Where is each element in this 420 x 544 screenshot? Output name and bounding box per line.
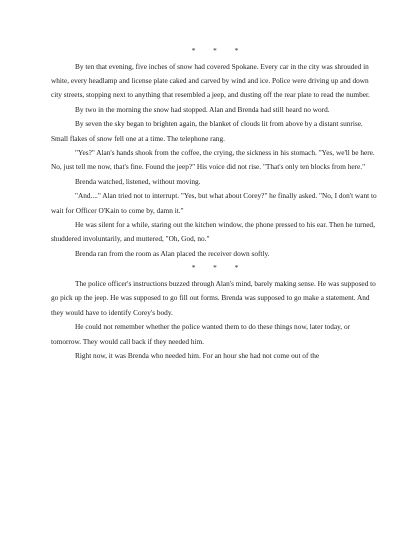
paragraph: The police officer's instructions buzzed through Alan's mind, barely making sense. He was supposed to go pick up the jeep. He was supposed to go fill out forms. Brenda was supposed to go make a statement. And they would have to identify Corey's body. [51, 278, 376, 317]
paragraph: By seven the sky began to brighten again, the blanket of clouds lit from above by a distant sunrise. Small flakes of snow fell one at a time. The telephone rang. [51, 119, 363, 143]
paragraph: By ten that evening, five inches of snow had covered Spokane. Every car in the city was shrouded in white, every headlamp and license plate caked and carved by wind and ice. Police were driving up and down city streets, stopping next to anything that resembled a jeep, and dusting off the rear plate to read the number. [51, 61, 370, 100]
paragraph: "And...." Alan tried not to interrupt. "Yes, but what about Corey?" he finally asked. "No, I don't want to wait for Officer O'Kain to come by, damn it." [51, 191, 377, 215]
paragraph: He was silent for a while, staring out the kitchen window, the phone pressed to his ear. Then he turned, shuddered involuntarily, and muttered, "Oh, God, no." [51, 220, 375, 244]
paragraph: Right now, it was Brenda who needed him. For an hour she had not come out of the [75, 350, 320, 360]
paragraph: Brenda watched, listened, without moving. [75, 176, 201, 186]
document-page [51, 44, 379, 363]
paragraph: By two in the morning the snow had stopped. Alan and Brenda had still heard no word. [75, 104, 330, 114]
section-separator: * * * [191, 46, 247, 55]
paragraph: "Yes?" Alan's hands shook from the coffee, the crying, the sickness in his stomach. "Yes, we'll be here. No, just tell me now, that's fine. Found the jeep?" His voice did not rise. "That's only ten blocks from here." [51, 148, 375, 172]
section-separator: * * * [191, 263, 247, 273]
paragraph: He could not remember whether the police wanted them to do these things now, later today, or tomorrow. They would call back if they needed him. [51, 322, 351, 346]
paragraph: Brenda ran from the room as Alan placed the receiver down softly. [75, 248, 270, 258]
